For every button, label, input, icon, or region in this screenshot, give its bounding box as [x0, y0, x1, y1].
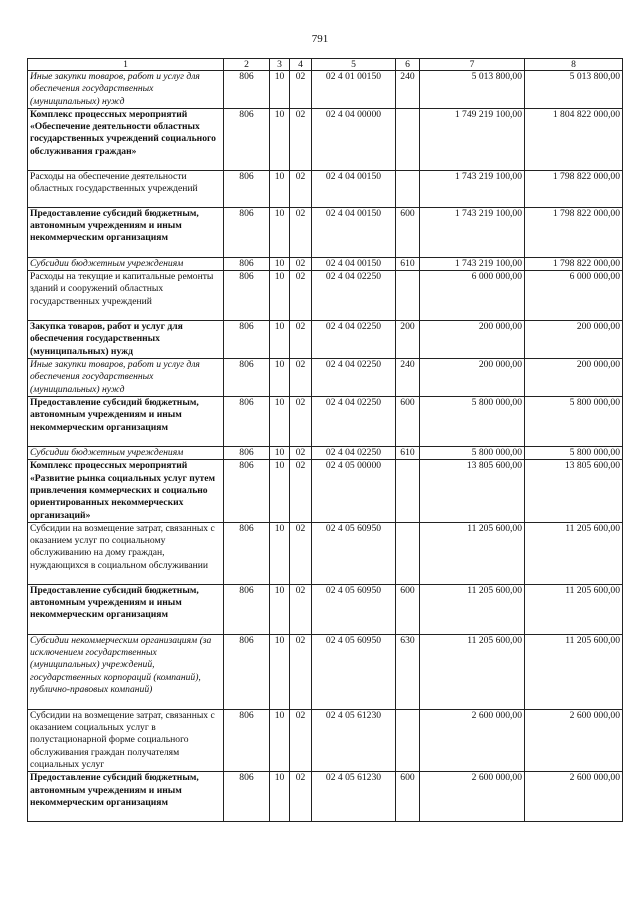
- table-cell: 02 4 04 02250: [312, 397, 396, 447]
- table-cell: 600: [396, 584, 420, 634]
- table-cell: 5 800 000,00: [525, 397, 623, 447]
- table-cell: 10: [270, 522, 290, 584]
- table-cell: 02: [290, 170, 312, 207]
- table-cell: 806: [224, 170, 270, 207]
- table-cell: 10: [270, 460, 290, 522]
- table-cell: 5 800 000,00: [525, 447, 623, 460]
- table-cell: 806: [224, 522, 270, 584]
- table-cell: 200 000,00: [525, 359, 623, 397]
- header-cell: 8: [525, 59, 623, 71]
- table-row: [28, 257, 623, 270]
- table-cell: 5 800 000,00: [420, 397, 525, 447]
- table-cell: 5 013 800,00: [525, 71, 623, 109]
- table-cell: 02: [290, 709, 312, 771]
- table-cell: 200: [396, 321, 420, 359]
- row-description: Закупка товаров, работ и услуг для обеспечения государственных (муниципальных) нужд: [28, 321, 224, 359]
- table-cell: 02 4 05 60950: [312, 584, 396, 634]
- table-cell: 10: [270, 772, 290, 822]
- table-cell: 806: [224, 321, 270, 359]
- table-cell: 610: [396, 257, 420, 270]
- table-row: [28, 271, 623, 321]
- row-description: Комплекс процессных мероприятий «Обеспечение деятельности областных государственных учреждений социального обслуживания граждан»: [28, 108, 224, 170]
- table-cell: 1 798 822 000,00: [525, 207, 623, 257]
- table-cell: 10: [270, 170, 290, 207]
- table-cell: 02 4 04 00000: [312, 108, 396, 170]
- header-cell: 3: [270, 59, 290, 71]
- row-description: Предоставление субсидий бюджетным, автономным учреждениям и иным некоммерческим организациям: [28, 584, 224, 634]
- table-cell: 200 000,00: [525, 321, 623, 359]
- row-description: Предоставление субсидий бюджетным, автономным учреждениям и иным некоммерческим организациям: [28, 397, 224, 447]
- table-cell: 1 798 822 000,00: [525, 170, 623, 207]
- header-cell: 7: [420, 59, 525, 71]
- table-cell: 10: [270, 321, 290, 359]
- table-cell: 806: [224, 584, 270, 634]
- table-cell: 1 804 822 000,00: [525, 108, 623, 170]
- row-description: Предоставление субсидий бюджетным, автономным учреждениям и иным некоммерческим организациям: [28, 772, 224, 822]
- table-cell: 610: [396, 447, 420, 460]
- row-description: Предоставление субсидий бюджетным, автономным учреждениям и иным некоммерческим организациям: [28, 207, 224, 257]
- table-cell: 11 205 600,00: [420, 522, 525, 584]
- table-cell: 1 743 219 100,00: [420, 170, 525, 207]
- table-cell: 806: [224, 71, 270, 109]
- table-cell: 02 4 05 61230: [312, 772, 396, 822]
- table-cell: 806: [224, 257, 270, 270]
- table-row: [28, 634, 623, 709]
- row-description: Субсидии некоммерческим организациям (за исключением государственных (муниципальных) учреждений, государственных корпораций (компаний), публично-правовых компаний): [28, 634, 224, 709]
- table-cell: 10: [270, 71, 290, 109]
- table-cell: 806: [224, 447, 270, 460]
- table-cell: 02: [290, 460, 312, 522]
- table-cell: 1 798 822 000,00: [525, 257, 623, 270]
- table-cell: 02: [290, 207, 312, 257]
- table-cell: [396, 170, 420, 207]
- table-cell: 02: [290, 397, 312, 447]
- table-cell: 10: [270, 108, 290, 170]
- table-cell: 806: [224, 359, 270, 397]
- table-cell: 13 805 600,00: [525, 460, 623, 522]
- row-description: Расходы на обеспечение деятельности областных государственных учреждений: [28, 170, 224, 207]
- row-description: Субсидии на возмещение затрат, связанных с оказанием социальных услуг в полустационарной форме социального обслуживания граждан получателям социальных услуг: [28, 709, 224, 771]
- table-row: [28, 108, 623, 170]
- table-row: [28, 447, 623, 460]
- table-cell: 02: [290, 71, 312, 109]
- table-cell: 02: [290, 271, 312, 321]
- table-row: [28, 170, 623, 207]
- table-cell: 11 205 600,00: [420, 634, 525, 709]
- table-cell: 600: [396, 772, 420, 822]
- table-cell: 6 000 000,00: [525, 271, 623, 321]
- table-row: [28, 207, 623, 257]
- table-cell: 6 000 000,00: [420, 271, 525, 321]
- table-cell: [396, 709, 420, 771]
- table-cell: 806: [224, 397, 270, 447]
- table-cell: 02 4 05 60950: [312, 522, 396, 584]
- table-cell: 02 4 05 61230: [312, 709, 396, 771]
- table-row: [28, 71, 623, 109]
- table-cell: 02: [290, 257, 312, 270]
- row-description: Иные закупки товаров, работ и услуг для обеспечения государственных (муниципальных) нужд: [28, 71, 224, 109]
- table-cell: 02: [290, 321, 312, 359]
- table-cell: 02 4 05 60950: [312, 634, 396, 709]
- table-cell: [396, 460, 420, 522]
- header-row: [28, 59, 623, 71]
- table-cell: 10: [270, 257, 290, 270]
- row-description: Иные закупки товаров, работ и услуг для обеспечения государственных (муниципальных) нужд: [28, 359, 224, 397]
- budget-table: [27, 58, 623, 822]
- header-cell: 4: [290, 59, 312, 71]
- table-cell: 11 205 600,00: [525, 522, 623, 584]
- table-row: [28, 584, 623, 634]
- table-row: [28, 709, 623, 771]
- table-cell: 02: [290, 772, 312, 822]
- table-cell: 806: [224, 460, 270, 522]
- table-cell: 200 000,00: [420, 321, 525, 359]
- row-description: Субсидии бюджетным учреждениям: [28, 447, 224, 460]
- table-cell: 11 205 600,00: [525, 584, 623, 634]
- table-cell: 1 749 219 100,00: [420, 108, 525, 170]
- table-cell: 200 000,00: [420, 359, 525, 397]
- table-cell: 600: [396, 207, 420, 257]
- table-cell: [396, 522, 420, 584]
- table-cell: 2 600 000,00: [420, 709, 525, 771]
- table-cell: 806: [224, 108, 270, 170]
- table-row: [28, 359, 623, 397]
- page-number: 791: [311, 33, 329, 45]
- table-cell: 10: [270, 634, 290, 709]
- table-cell: 13 805 600,00: [420, 460, 525, 522]
- table-cell: 806: [224, 772, 270, 822]
- table-cell: 600: [396, 397, 420, 447]
- table-cell: 5 013 800,00: [420, 71, 525, 109]
- table-cell: 02: [290, 522, 312, 584]
- table-cell: 10: [270, 709, 290, 771]
- table-cell: 10: [270, 584, 290, 634]
- table-cell: 2 600 000,00: [525, 709, 623, 771]
- row-description: Субсидии на возмещение затрат, связанных с оказанием услуг по социальному обслуживанию на дому граждан, нуждающихся в социальном обслуживании: [28, 522, 224, 584]
- table-cell: 806: [224, 271, 270, 321]
- table-cell: 11 205 600,00: [525, 634, 623, 709]
- table-cell: 10: [270, 359, 290, 397]
- header-cell: 1: [28, 59, 224, 71]
- table-cell: 2 600 000,00: [525, 772, 623, 822]
- table-cell: 02: [290, 359, 312, 397]
- table-cell: 1 743 219 100,00: [420, 207, 525, 257]
- table-cell: 806: [224, 207, 270, 257]
- header-cell: 5: [312, 59, 396, 71]
- table-body: [28, 71, 623, 822]
- table-row: [28, 772, 623, 822]
- table-cell: 10: [270, 397, 290, 447]
- row-description: Расходы на текущие и капитальные ремонты зданий и сооружений областных государственных учреждений: [28, 271, 224, 321]
- table-cell: [396, 271, 420, 321]
- table-cell: 02 4 04 00150: [312, 207, 396, 257]
- header-cell: 2: [224, 59, 270, 71]
- table-cell: 806: [224, 709, 270, 771]
- table-cell: 02: [290, 447, 312, 460]
- table-cell: [396, 108, 420, 170]
- table-cell: 02 4 04 02250: [312, 447, 396, 460]
- table-row: [28, 397, 623, 447]
- row-description: Субсидии бюджетным учреждениям: [28, 257, 224, 270]
- table-cell: 630: [396, 634, 420, 709]
- table-cell: 240: [396, 71, 420, 109]
- table-cell: 02 4 04 00150: [312, 257, 396, 270]
- table-cell: 02 4 04 00150: [312, 170, 396, 207]
- table-cell: 10: [270, 271, 290, 321]
- row-description: Комплекс процессных мероприятий «Развитие рынка социальных услуг путем привлечения коммерческих и социально ориентированных некоммерческих организаций»: [28, 460, 224, 522]
- table-cell: 240: [396, 359, 420, 397]
- table-cell: 02 4 01 00150: [312, 71, 396, 109]
- table-row: [28, 460, 623, 522]
- table-cell: 5 800 000,00: [420, 447, 525, 460]
- table-row: [28, 321, 623, 359]
- table-cell: 02 4 04 02250: [312, 321, 396, 359]
- table-cell: 02 4 05 00000: [312, 460, 396, 522]
- table-cell: 02: [290, 584, 312, 634]
- table-row: [28, 522, 623, 584]
- table-cell: 02 4 04 02250: [312, 359, 396, 397]
- table-cell: 2 600 000,00: [420, 772, 525, 822]
- table-cell: 10: [270, 207, 290, 257]
- table-cell: 806: [224, 634, 270, 709]
- table-cell: 11 205 600,00: [420, 584, 525, 634]
- table-cell: 02: [290, 634, 312, 709]
- table-cell: 10: [270, 447, 290, 460]
- header-cell: 6: [396, 59, 420, 71]
- table-cell: 02: [290, 108, 312, 170]
- table-cell: 1 743 219 100,00: [420, 257, 525, 270]
- table-cell: 02 4 04 02250: [312, 271, 396, 321]
